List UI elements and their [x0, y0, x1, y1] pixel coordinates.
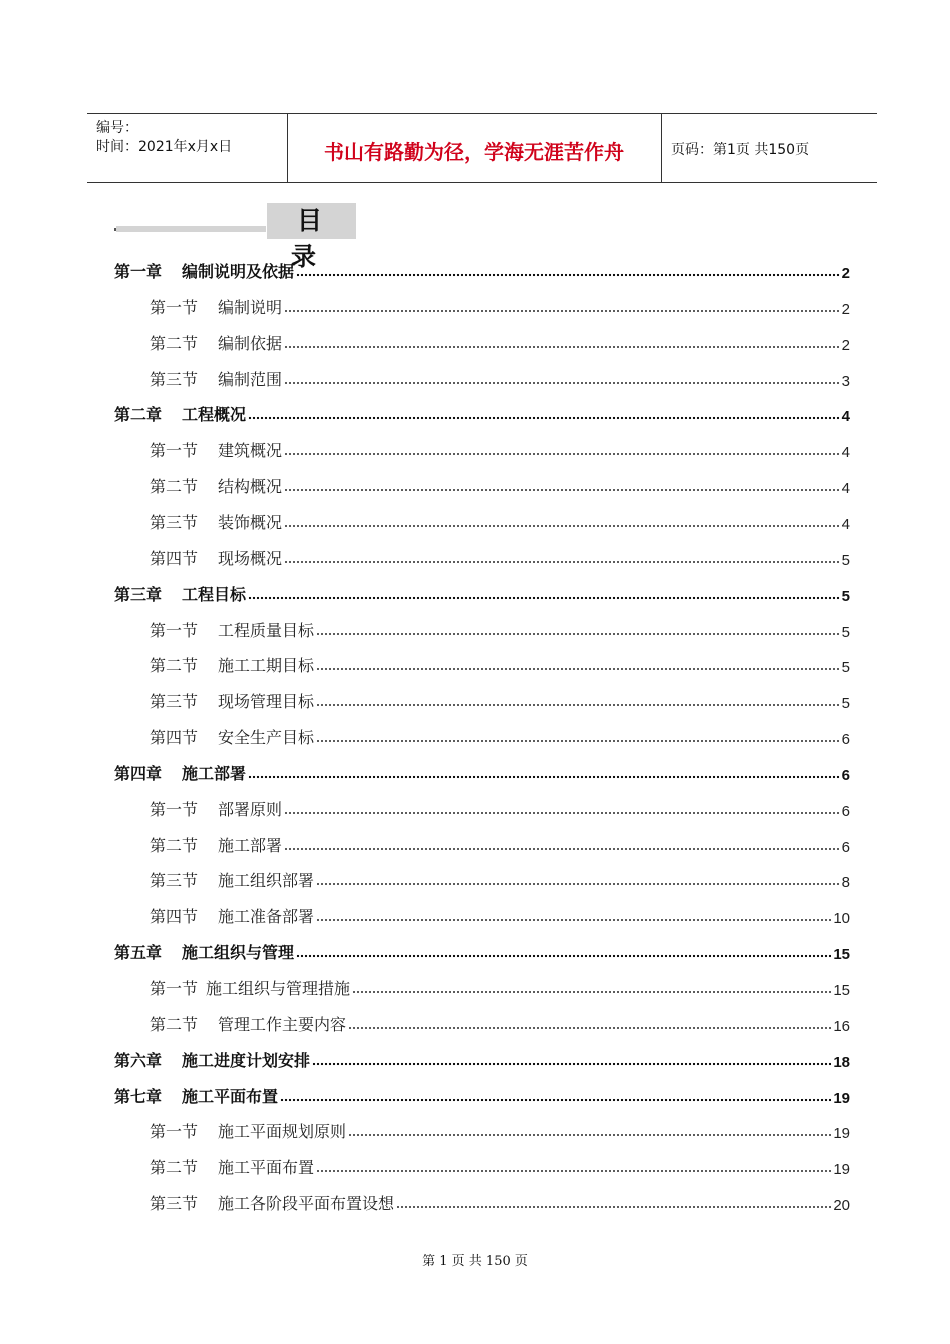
page-count-label: 页码：第1页 共150页: [671, 142, 810, 158]
toc-entry-number: 第五章: [114, 943, 163, 962]
toc-entry-number: 第六章: [114, 1051, 163, 1070]
toc-chapter-entry[interactable]: [114, 1083, 850, 1107]
toc-dot-leader: [316, 1169, 831, 1173]
toc-dot-leader: [284, 847, 840, 851]
toc-entry-title: 施工各阶段平面布置设想: [218, 1194, 395, 1213]
toc-entry-page: 19: [833, 1161, 850, 1178]
toc-entry-number: 第二节: [150, 1158, 199, 1177]
toc-entry-page: 6: [841, 839, 850, 856]
toc-entry-page: 5: [841, 659, 850, 676]
toc-dot-leader: [296, 954, 831, 958]
toc-entry-title: 施工平面布置: [218, 1158, 315, 1177]
toc-dot-leader: [284, 488, 840, 492]
toc-dot-leader: [248, 775, 840, 779]
toc-entry-title: 工程概况: [182, 405, 247, 424]
toc-entry-number: 第二章: [114, 405, 163, 424]
toc-entry-page: 18: [833, 1054, 850, 1071]
toc-dot-leader: [316, 739, 840, 743]
toc-entry-number: 第三章: [114, 585, 163, 604]
toc-title: 目录: [267, 203, 356, 239]
toc-entry-number: 第二节: [150, 836, 199, 855]
toc-dot-leader: [284, 309, 840, 313]
toc-dot-leader: [316, 667, 840, 671]
toc-section-entry[interactable]: [150, 1118, 850, 1142]
toc-entry-page: 2: [841, 337, 850, 354]
toc-entry-title: 编制依据: [218, 334, 283, 353]
toc-section-entry[interactable]: [150, 796, 850, 820]
toc-entry-title: 施工部署: [218, 836, 283, 855]
toc-entry-title: 工程目标: [182, 585, 247, 604]
toc-entry-page: 19: [833, 1125, 850, 1142]
toc-entry-title: 结构概况: [218, 477, 283, 496]
toc-entry-title: 编制说明: [218, 298, 283, 317]
toc-section-entry[interactable]: [150, 1190, 850, 1214]
toc-entry-title: 施工组织与管理措施: [206, 979, 351, 998]
toc-dot-leader: [396, 1205, 831, 1209]
toc-section-entry[interactable]: [150, 903, 850, 927]
toc-entry-title: 现场管理目标: [218, 692, 315, 711]
toc-entry-title: 部署原则: [218, 800, 283, 819]
toc-entry-title: 装饰概况: [218, 513, 283, 532]
toc-entry-title: 施工平面规划原则: [218, 1122, 347, 1141]
toc-section-entry[interactable]: [150, 330, 850, 354]
toc-dot-leader: [348, 1026, 831, 1030]
toc-entry-page: 16: [833, 1018, 850, 1035]
toc-entry-title: 施工平面布置: [182, 1087, 279, 1106]
toc-entry-title: 施工准备部署: [218, 907, 315, 926]
toc-entry-page: 10: [833, 910, 850, 927]
title-underbar: [116, 226, 266, 232]
toc-entry-page: 6: [841, 731, 850, 748]
toc-entry-number: 第一节: [150, 441, 199, 460]
toc-chapter-entry[interactable]: [114, 939, 850, 963]
toc-section-entry[interactable]: [150, 1154, 850, 1178]
toc-entry-title: 施工工期目标: [218, 656, 315, 675]
toc-entry-page: 2: [841, 301, 850, 318]
toc-section-entry[interactable]: [150, 437, 850, 461]
toc-dot-leader: [248, 596, 840, 600]
toc-dot-leader: [316, 632, 840, 636]
toc-chapter-entry[interactable]: [114, 581, 850, 605]
toc-dot-leader: [284, 381, 840, 385]
toc-dot-leader: [316, 703, 840, 707]
toc-section-entry[interactable]: [150, 724, 850, 748]
toc-entry-number: 第四节: [150, 728, 199, 747]
toc-entry-number: 第二节: [150, 656, 199, 675]
number-label: 编号：: [96, 120, 138, 136]
toc-section-entry[interactable]: [150, 1011, 850, 1035]
header-info-cell: [87, 114, 288, 182]
header-motto-cell: [287, 114, 662, 182]
toc-entry-title: 编制范围: [218, 370, 283, 389]
toc-entry-page: 15: [833, 982, 850, 999]
document-header: [87, 113, 877, 183]
toc-entry-title: 现场概况: [218, 549, 283, 568]
toc-entry-page: 4: [841, 480, 850, 497]
toc-entry-number: 第三节: [150, 370, 199, 389]
toc-entry-number: 第三节: [150, 692, 199, 711]
toc-entry-page: 5: [841, 695, 850, 712]
toc-entry-title: 施工组织与管理: [182, 943, 295, 962]
toc-entry-number: 第三节: [150, 1194, 199, 1213]
toc-dot-leader: [248, 416, 840, 420]
toc-entry-number: 第三节: [150, 513, 199, 532]
toc-dot-leader: [280, 1098, 831, 1102]
toc-entry-number: 第二节: [150, 334, 199, 353]
toc-entry-number: 第三节: [150, 871, 199, 890]
toc-section-entry[interactable]: [150, 366, 850, 390]
toc-dot-leader: [316, 882, 840, 886]
toc-entry-title: 施工组织部署: [218, 871, 315, 890]
toc-section-entry[interactable]: [150, 545, 850, 569]
toc-entry-title: 安全生产目标: [218, 728, 315, 747]
header-page-cell: [662, 114, 877, 182]
time-label: 时间：2021年x月x日: [96, 139, 233, 155]
toc-entry-page: 5: [841, 552, 850, 569]
toc-entry-number: 第二节: [150, 477, 199, 496]
toc-entry-page: 19: [833, 1090, 850, 1107]
toc-entry-page: 4: [841, 516, 850, 533]
toc-section-entry[interactable]: [150, 509, 850, 533]
toc-dot-leader: [284, 452, 840, 456]
toc-section-entry[interactable]: [150, 617, 850, 641]
toc-dot-leader: [284, 524, 840, 528]
toc-entry-number: 第四节: [150, 549, 199, 568]
page-footer: 第 1 页 共 150 页: [422, 1254, 528, 1269]
toc-entry-title: 管理工作主要内容: [218, 1015, 347, 1034]
toc-entry-number: 第一节: [150, 800, 199, 819]
toc-chapter-entry[interactable]: [114, 760, 850, 784]
toc-entry-number: 第一节: [150, 621, 199, 640]
toc-chapter-entry[interactable]: [114, 1047, 850, 1071]
motto-text: 书山有路勤为径，学海无涯苦作舟: [324, 140, 624, 164]
toc-dot-leader: [284, 345, 840, 349]
toc-entry-title: 施工进度计划安排: [182, 1051, 311, 1070]
toc-dot-leader: [316, 918, 831, 922]
toc-entry-page: 20: [833, 1197, 850, 1214]
toc-entry-page: 5: [841, 588, 850, 605]
toc-section-entry[interactable]: [150, 473, 850, 497]
toc-entry-number: 第一节: [150, 1122, 199, 1141]
toc-dot-leader: [348, 1133, 831, 1137]
toc-entry-page: 8: [841, 874, 850, 891]
toc-section-entry[interactable]: [150, 832, 850, 856]
toc-entry-page: 3: [841, 373, 850, 390]
toc-entry-number: 第一节: [150, 979, 199, 998]
toc-entry-page: 15: [833, 946, 850, 963]
toc-section-entry[interactable]: [150, 975, 850, 999]
toc-section-entry[interactable]: [150, 688, 850, 712]
toc-dot-leader: [284, 560, 840, 564]
toc-section-entry[interactable]: [150, 652, 850, 676]
toc-entry-page: 5: [841, 624, 850, 641]
toc-dot-leader: [312, 1062, 831, 1066]
toc-entry-title: 施工部署: [182, 764, 247, 783]
toc-dot-leader: [352, 990, 831, 994]
toc-section-entry[interactable]: [150, 294, 850, 318]
toc-entry-number: 第一章: [114, 262, 163, 281]
toc-entry-number: 第四章: [114, 764, 163, 783]
toc-chapter-entry[interactable]: [114, 258, 850, 282]
toc-chapter-entry[interactable]: [114, 401, 850, 425]
toc-entry-page: 6: [841, 803, 850, 820]
toc-entry-page: 4: [841, 444, 850, 461]
toc-section-entry[interactable]: [150, 867, 850, 891]
toc-entry-page: 2: [841, 265, 850, 282]
toc-entry-number: 第七章: [114, 1087, 163, 1106]
toc-entry-page: 4: [841, 408, 850, 425]
toc-entry-title: 编制说明及依据: [182, 262, 295, 281]
toc-entry-title: 工程质量目标: [218, 621, 315, 640]
toc-entry-title: 建筑概况: [218, 441, 283, 460]
toc-entry-number: 第二节: [150, 1015, 199, 1034]
toc-entry-page: 6: [841, 767, 850, 784]
toc-entry-number: 第一节: [150, 298, 199, 317]
toc-dot-leader: [296, 273, 840, 277]
toc-entry-number: 第四节: [150, 907, 199, 926]
toc-dot-leader: [284, 811, 840, 815]
